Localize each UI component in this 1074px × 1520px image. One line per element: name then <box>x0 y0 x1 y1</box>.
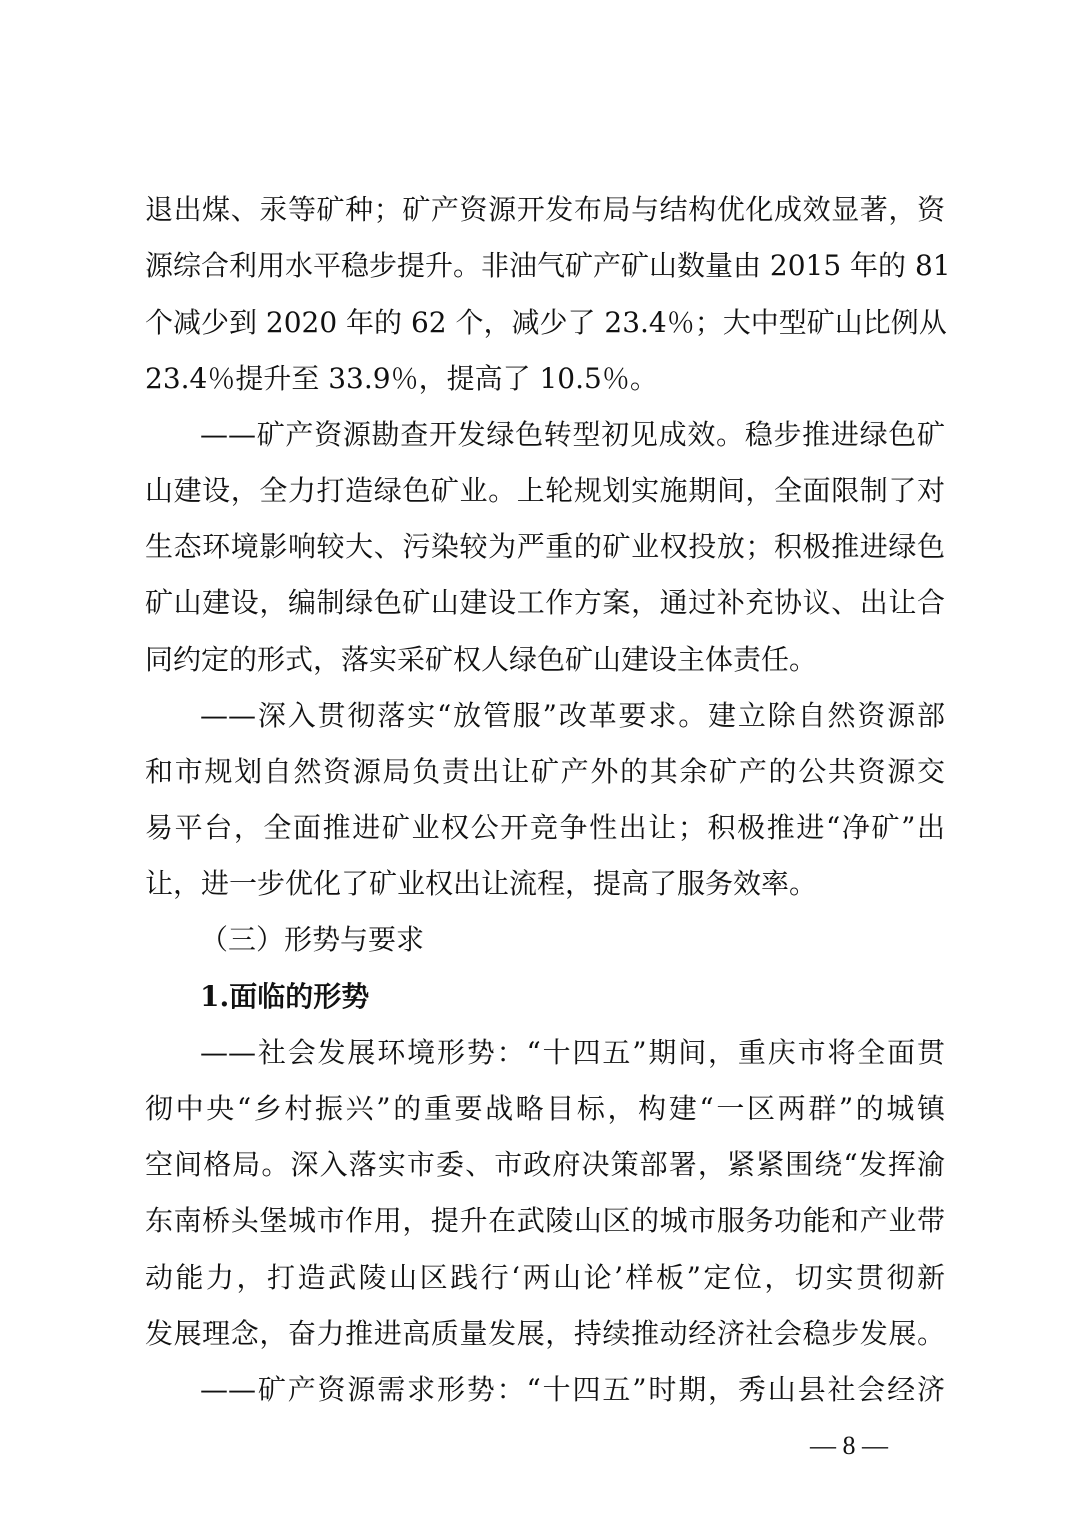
paragraph-line: 易平台，全面推进矿业权公开竞争性出让；积极推进“净矿”出 <box>145 811 945 844</box>
paragraph-line: ——矿产资源勘查开发绿色转型初见成效。稳步推进绿色矿 <box>200 418 945 451</box>
page-number: — 8 — <box>810 1431 888 1460</box>
paragraph-line: 彻中央“乡村振兴”的重要战略目标，构建“一区两群”的城镇 <box>145 1092 945 1125</box>
paragraph-line: 动能力，打造武陵山区践行‘两山论’样板”定位，切实贯彻新 <box>145 1261 945 1294</box>
paragraph-line: ——矿产资源需求形势：“十四五”时期，秀山县社会经济 <box>200 1373 945 1406</box>
paragraph-line: 发展理念，奋力推进高质量发展，持续推动经济社会稳步发展。 <box>145 1317 945 1350</box>
paragraph-line: 东南桥头堡城市作用，提升在武陵山区的城市服务功能和产业带 <box>145 1204 945 1237</box>
paragraph-line: 23.4％提升至 33.9％，提高了 10.5％。 <box>145 362 658 395</box>
paragraph-line: 生态环境影响较大、污染较为严重的矿业权投放；积极推进绿色 <box>145 530 945 563</box>
subsection-heading: 1.面临的形势 <box>200 980 370 1013</box>
paragraph-line: 空间格局。深入落实市委、市政府决策部署，紧紧围绕“发挥渝 <box>145 1148 945 1181</box>
paragraph-line: 退出煤、汞等矿种；矿产资源开发布局与结构优化成效显著，资 <box>145 193 945 226</box>
paragraph-line: ——深入贯彻落实“放管服”改革要求。建立除自然资源部 <box>200 699 945 732</box>
paragraph-line: 同约定的形式，落实采矿权人绿色矿山建设主体责任。 <box>145 643 818 676</box>
paragraph-line: 和市规划自然资源局负责出让矿产外的其余矿产的公共资源交 <box>145 755 945 788</box>
paragraph-line: 山建设，全力打造绿色矿业。上轮规划实施期间，全面限制了对 <box>145 474 945 507</box>
section-heading: （三）形势与要求 <box>200 923 425 956</box>
paragraph-line: ——社会发展环境形势：“十四五”期间，重庆市将全面贯 <box>200 1036 945 1069</box>
paragraph-line: 源综合利用水平稳步提升。非油气矿产矿山数量由 2015 年的 81 <box>145 249 951 282</box>
paragraph-line: 矿山建设，编制绿色矿山建设工作方案，通过补充协议、出让合 <box>145 586 945 619</box>
paragraph-line: 个减少到 2020 年的 62 个，减少了 23.4％；大中型矿山比例从 <box>145 306 947 339</box>
paragraph-line: 让，进一步优化了矿业权出让流程，提高了服务效率。 <box>145 867 818 900</box>
